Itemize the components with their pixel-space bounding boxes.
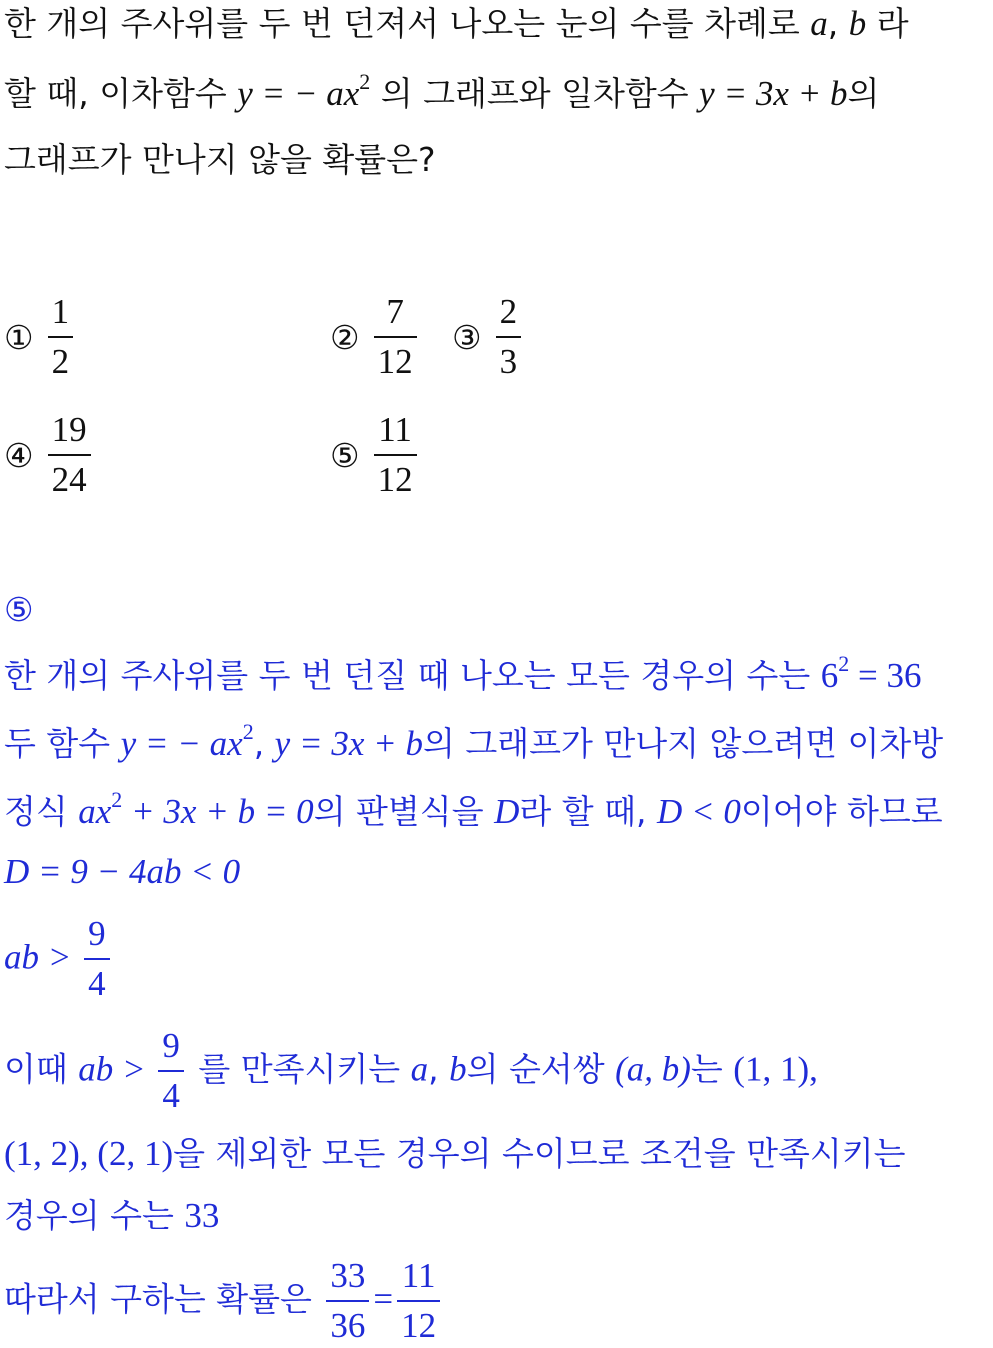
numerator: 1 bbox=[51, 292, 70, 331]
solution-line-2 bbox=[4, 719, 944, 770]
solution-text: 정식 bbox=[4, 792, 79, 831]
math: D bbox=[494, 792, 520, 831]
numerator: 11 bbox=[401, 1256, 436, 1295]
solution-text: 를 만족시키는 bbox=[187, 1049, 411, 1089]
denominator: 12 bbox=[374, 336, 417, 384]
math: y = 3x + b bbox=[274, 724, 423, 763]
math: 6 bbox=[820, 656, 839, 695]
numerator: 11 bbox=[378, 410, 412, 449]
fraction bbox=[496, 290, 522, 384]
denominator: 3 bbox=[496, 336, 522, 384]
choice-2[interactable] bbox=[330, 290, 421, 384]
fraction bbox=[158, 1024, 184, 1118]
question-text: 할 때, 이차함수 bbox=[4, 74, 238, 113]
question-text: 한 개의 주사위를 두 번 던져서 나오는 눈의 수를 차례로 bbox=[4, 4, 811, 43]
choice-number: ④ bbox=[4, 435, 34, 475]
solution-line-5 bbox=[4, 912, 114, 1006]
comma: , bbox=[253, 724, 275, 763]
solution-line-8 bbox=[4, 1194, 219, 1238]
fraction bbox=[374, 290, 417, 384]
math: ab > bbox=[78, 1049, 155, 1089]
numerator: 9 bbox=[162, 1026, 180, 1065]
solution-line-9 bbox=[4, 1254, 444, 1348]
denominator: 24 bbox=[48, 454, 91, 502]
denominator: 36 bbox=[326, 1300, 369, 1348]
comma: , bbox=[428, 1049, 450, 1089]
choice-number: ③ bbox=[452, 317, 482, 357]
exponent: 2 bbox=[838, 651, 850, 676]
fraction bbox=[84, 912, 110, 1006]
solution-text: 경우의 수는 bbox=[4, 1196, 185, 1235]
question-text: 라 bbox=[866, 4, 909, 43]
solution-line-3 bbox=[4, 787, 943, 838]
choice-number: ② bbox=[330, 317, 360, 357]
exponent: 2 bbox=[242, 719, 254, 744]
exponent: 2 bbox=[359, 69, 371, 94]
solution-text: 을 제외한 모든 경우의 수이므로 조건을 만족시키는 bbox=[173, 1134, 906, 1173]
answer-mark: ⑤ bbox=[4, 590, 34, 629]
math: a bbox=[410, 1049, 429, 1089]
question-text: 그래프가 만나지 않을 확률은? bbox=[4, 140, 436, 179]
solution-line-6 bbox=[4, 1024, 818, 1118]
math: = 36 bbox=[849, 656, 922, 695]
linear-equation: y = 3x + b bbox=[699, 74, 848, 113]
numerator: 2 bbox=[499, 292, 518, 331]
solution-text: 의 그래프가 만나지 않으려면 이차방 bbox=[422, 724, 944, 763]
solution-text: 의 판별식을 bbox=[313, 792, 495, 831]
question-line-1 bbox=[4, 2, 909, 46]
choice-3[interactable] bbox=[452, 290, 525, 384]
question-line-3 bbox=[4, 138, 436, 182]
solution-text: 는 bbox=[690, 1049, 734, 1089]
denominator: 4 bbox=[158, 1070, 184, 1118]
fraction bbox=[326, 1254, 369, 1348]
math: ab > bbox=[4, 937, 81, 977]
denominator: 2 bbox=[48, 336, 74, 384]
fraction bbox=[397, 1254, 440, 1348]
denominator: 4 bbox=[84, 958, 110, 1006]
solution-text: 두 함수 bbox=[4, 724, 121, 763]
solution-answer bbox=[4, 588, 34, 632]
fraction bbox=[48, 408, 91, 502]
denominator: 12 bbox=[397, 1300, 440, 1348]
equals-sign: = bbox=[373, 1279, 394, 1319]
choice-number: ① bbox=[4, 317, 34, 357]
solution-text: 따라서 구하는 확률은 bbox=[4, 1279, 323, 1319]
solution-text: 의 순서쌍 bbox=[466, 1049, 616, 1089]
math: (a, b) bbox=[615, 1049, 691, 1089]
solution-line-4 bbox=[4, 850, 240, 894]
math: 33 bbox=[184, 1196, 220, 1235]
choice-5[interactable] bbox=[330, 408, 421, 502]
comma: , bbox=[827, 4, 849, 43]
numerator: 9 bbox=[88, 914, 106, 953]
math: D = 9 − 4ab < 0 bbox=[4, 852, 241, 891]
solution-text: 이어야 하므로 bbox=[740, 792, 943, 831]
fraction bbox=[48, 290, 74, 384]
question-text: 의 그래프와 일차함수 bbox=[370, 74, 700, 113]
var-a: a bbox=[810, 4, 828, 43]
choice-1[interactable] bbox=[4, 290, 77, 384]
choice-4[interactable] bbox=[4, 408, 95, 502]
math: + 3x + b = 0 bbox=[122, 792, 314, 831]
question-text: 의 bbox=[847, 74, 880, 113]
solution-text: 라 할 때, bbox=[519, 792, 657, 831]
numerator: 19 bbox=[51, 410, 87, 449]
solution-line-7 bbox=[4, 1132, 906, 1176]
quadratic-equation: y = − ax bbox=[237, 74, 360, 113]
math: (1, 1), bbox=[733, 1049, 818, 1089]
choice-number: ⑤ bbox=[330, 435, 360, 475]
solution-text: 이때 bbox=[4, 1049, 79, 1089]
exponent: 2 bbox=[111, 787, 123, 812]
math: b bbox=[449, 1049, 467, 1089]
denominator: 12 bbox=[374, 454, 417, 502]
numerator: 33 bbox=[330, 1256, 366, 1295]
math: (1, 2), (2, 1) bbox=[4, 1134, 174, 1173]
var-b: b bbox=[848, 4, 867, 43]
numerator: 7 bbox=[386, 292, 404, 331]
math: D < 0 bbox=[656, 792, 741, 831]
fraction bbox=[374, 408, 417, 502]
solution-line-1 bbox=[4, 651, 922, 702]
question-line-2 bbox=[4, 69, 880, 120]
math: y = − ax bbox=[120, 724, 243, 763]
solution-text: 한 개의 주사위를 두 번 던질 때 나오는 모든 경우의 수는 bbox=[4, 656, 821, 695]
math: ax bbox=[78, 792, 112, 831]
